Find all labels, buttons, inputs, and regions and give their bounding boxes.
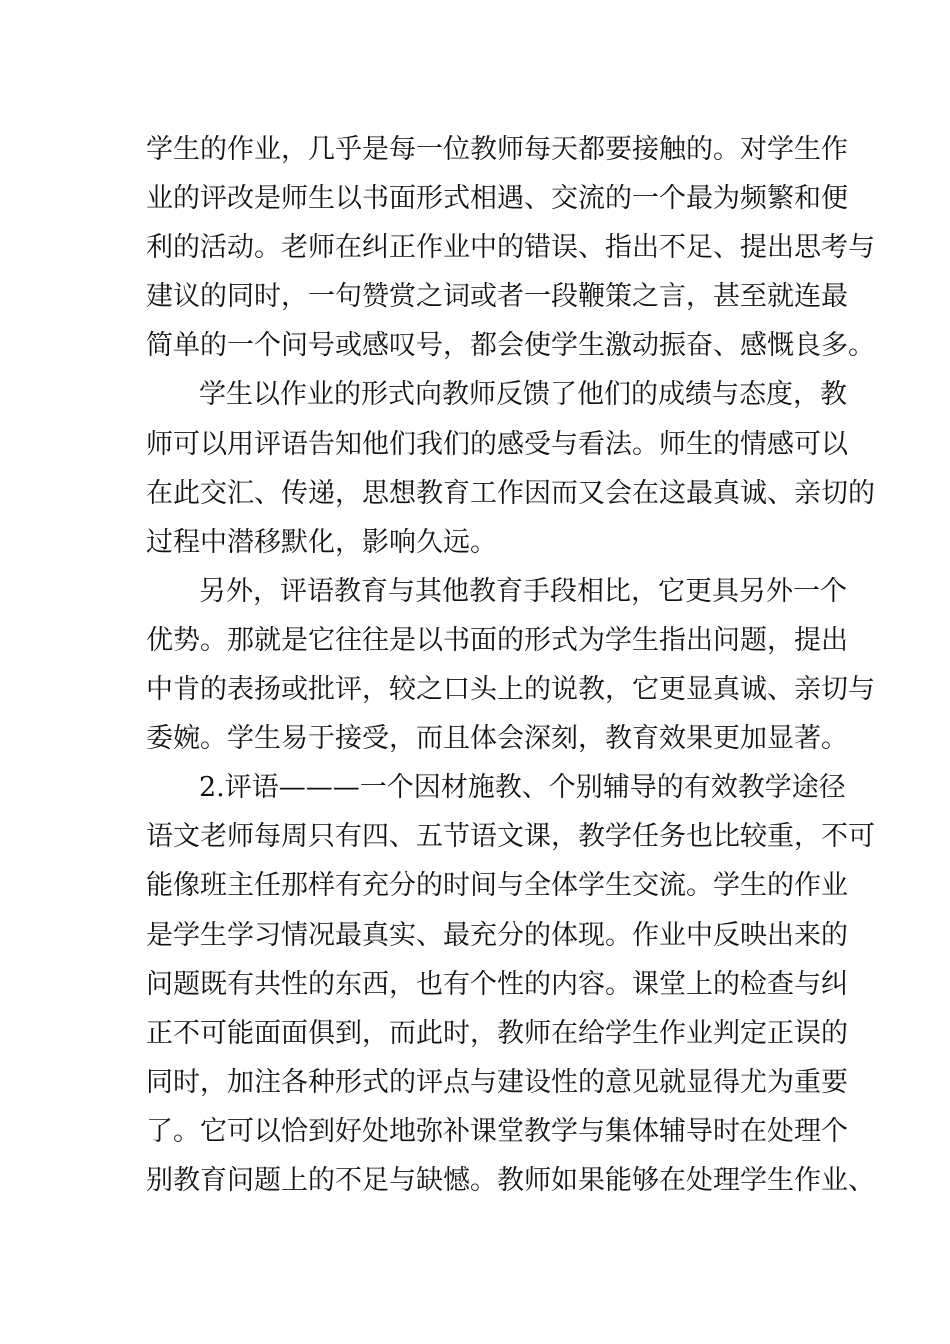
text-line-2: 业的评改是师生以书面形式相遇、交流的一个最为频繁和便 [146,183,848,215]
text-line-3: 利的活动。老师在纠正作业中的错误、指出不足、提出思考与 [146,232,875,264]
text-line-6: 学生以作业的形式向教师反馈了他们的成绩与态度，教 [199,379,847,411]
text-line-15: 语文老师每周只有四、五节语文课，教学任务也比较重，不可 [146,821,875,853]
text-line-16: 能像班主任那样有充分的时间与全体学生交流。学生的作业 [146,870,848,902]
text-line-18: 问题既有共性的东西，也有个性的内容。课堂上的检查与纠 [146,968,848,1000]
text-line-17: 是学生学习情况最真实、最充分的体现。作业中反映出来的 [146,919,848,951]
text-line-19: 正不可能面面俱到，而此时，教师在给学生作业判定正误的 [146,1017,848,1049]
text-line-7: 师可以用评语告知他们我们的感受与看法。师生的情感可以 [146,428,848,460]
text-line-13: 委婉。学生易于接受，而且体会深刻，教育效果更加显著。 [146,723,848,755]
text-line-22: 别教育问题上的不足与缺憾。教师如果能够在处理学生作业、 [146,1164,875,1196]
text-line-12: 中肯的表扬或批评，较之口头上的说教，它更显真诚、亲切与 [146,674,875,706]
text-line-20: 同时，加注各种形式的评点与建设性的意见就显得尤为重要 [146,1066,848,1098]
text-line-11: 优势。那就是它往往是以书面的形式为学生指出问题，提出 [146,624,848,656]
text-line-4: 建议的同时，一句赞赏之词或者一段鞭策之言，甚至就连最 [146,281,848,313]
body-text [146,125,875,1205]
text-line-21: 了。它可以恰到好处地弥补课堂教学与集体辅导时在处理个 [146,1115,848,1147]
text-line-9: 过程中潜移默化，影响久远。 [146,526,497,558]
text-line-10: 另外，评语教育与其他教育手段相比，它更具另外一个 [199,575,847,607]
section-heading: 2.评语———一个因材施教、个别辅导的有效教学途径 [199,772,846,804]
text-line-8: 在此交汇、传递，思想教育工作因而又会在这最真诚、亲切的 [146,477,875,509]
text-line-5: 简单的一个问号或感叹号，都会使学生激动振奋、感慨良多。 [146,330,875,362]
text-line-1: 学生的作业，几乎是每一位教师每天都要接触的。对学生作 [146,134,848,165]
